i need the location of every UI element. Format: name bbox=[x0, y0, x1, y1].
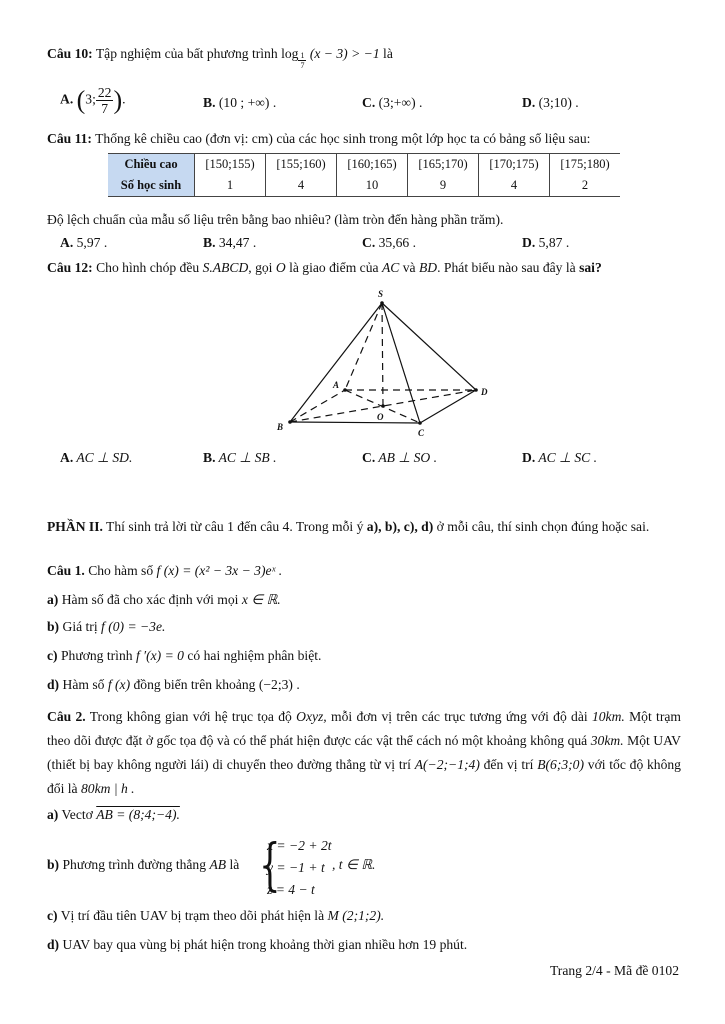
edge-sa bbox=[345, 303, 382, 390]
q11-label: Câu 11: bbox=[47, 131, 92, 146]
q11-option-d: D. 5,87 . bbox=[522, 235, 570, 250]
table-cell: [170;175) bbox=[479, 154, 550, 176]
p2q1-c: c) Phương trình f ′(x) = 0 có hai nghiệm phân biệt. bbox=[47, 648, 322, 663]
p2q2-d: d) UAV bay qua vùng bị phát hiện trong khoảng thời gian nhiều hơn 19 phút. bbox=[47, 937, 468, 952]
table-cell: 4 bbox=[266, 175, 337, 197]
table-cell: [150;155) bbox=[195, 154, 266, 176]
q12-label: Câu 12: bbox=[47, 260, 93, 275]
q11-stem: Câu 11: Thống kê chiều cao (đơn vị: cm) của các học sinh trong một lớp học ta có bảng số liệu sau: bbox=[47, 131, 591, 146]
pyramid-figure bbox=[270, 285, 500, 440]
table-cell: 4 bbox=[479, 175, 550, 197]
q11-option-b: B. 34,47 . bbox=[203, 235, 257, 250]
vertex-label-b: B bbox=[277, 422, 284, 432]
p2q1-stem: Câu 1. Cho hàm số f (x) = (x² − 3x − 3)eˣ . bbox=[47, 563, 283, 578]
system-brace: { bbox=[259, 833, 281, 898]
vertex-label-a: A bbox=[333, 380, 340, 390]
page-footer: Trang 2/4 - Mã đề 0102 bbox=[549, 963, 679, 978]
vertex-label-s: S bbox=[378, 289, 384, 299]
vertex-label-c: C bbox=[418, 428, 425, 438]
q11-question: Độ lệch chuẩn của mẫu số liệu trên bằng bao nhiêu? (làm tròn đến hàng phần trăm). bbox=[47, 212, 504, 227]
q10-stem: Câu 10: Tập nghiệm của bất phương trình log $\frac{1}{7}$ (x − 3) > −1 là bbox=[47, 46, 393, 70]
log-base: $\frac{1}{7}$ bbox=[300, 51, 305, 70]
table-cell: [175;180) bbox=[550, 154, 621, 176]
q11-option-a: A. 5,97 . bbox=[60, 235, 108, 250]
table-row bbox=[108, 154, 620, 176]
table-cell: 10 bbox=[337, 175, 408, 197]
line-system: x = −2 + 2t y = −1 + t z = 4 − t bbox=[267, 838, 332, 897]
q12-option-b: B. AC ⊥ SB . bbox=[203, 450, 277, 465]
p2q1-d: d) Hàm số f (x) đồng biến trên khoảng (−2;3) . bbox=[47, 677, 300, 692]
table-cell: 2 bbox=[550, 175, 621, 197]
edge-bc bbox=[290, 422, 420, 423]
table-cell: 9 bbox=[408, 175, 479, 197]
q12-option-a: A. AC ⊥ SD. bbox=[60, 450, 133, 465]
q12-stem: Câu 12: Cho hình chóp đều S.ABCD, gọi O là giao điểm của AC và BD. Phát biểu nào sau đây là sai? bbox=[47, 260, 602, 275]
q10-option-c: C. (3;+∞) . bbox=[362, 95, 423, 110]
p2q2-c: c) Vị trí đầu tiên UAV bị trạm theo dõi phát hiện là M (2;1;2). bbox=[47, 908, 385, 923]
q12-option-d: D. AC ⊥ SC . bbox=[522, 450, 598, 465]
p2q1-a: a) Hàm số đã cho xác định với mọi x ∈ ℝ. bbox=[47, 592, 281, 607]
table-header-count: Số học sinh bbox=[108, 175, 195, 197]
q10-label: Câu 10: bbox=[47, 46, 93, 61]
edge-sb bbox=[290, 303, 382, 422]
height-stats-table bbox=[108, 153, 620, 197]
q10-option-a: A. (3; $\frac{22}{7}$ ). bbox=[60, 85, 126, 116]
table-cell: [160;165) bbox=[337, 154, 408, 176]
q10-option-b: B. (10 ; +∞) . bbox=[203, 95, 277, 110]
system-param: , t ∈ ℝ. bbox=[332, 857, 376, 872]
table-row bbox=[108, 175, 620, 197]
table-cell: 1 bbox=[195, 175, 266, 197]
p2q1-b: b) Giá trị f (0) = −3e. bbox=[47, 619, 166, 634]
vertex-label-d: D bbox=[481, 387, 488, 397]
part2-intro: PHẦN II. Thí sinh trả lời từ câu 1 đến câu 4. Trong mỗi ý a), b), c), d) ở mỗi câu, thí sinh chọn đúng hoặc sai. bbox=[47, 519, 650, 534]
table-cell: [155;160) bbox=[266, 154, 337, 176]
p2q2-a: a) Vectơ AB = (8;4;−4). bbox=[47, 807, 180, 822]
q10-option-d: D. (3;10) . bbox=[522, 95, 579, 110]
table-cell: [165;170) bbox=[408, 154, 479, 176]
fraction-22-7: $\frac{22}{7}$ bbox=[97, 85, 112, 116]
p2q2-b: b) Phương trình đường thẳng AB là bbox=[47, 857, 240, 872]
q11-option-c: C. 35,66 . bbox=[362, 235, 417, 250]
p2q2-stem: Câu 2. Trong không gian với hệ trục tọa độ Oxyz, mỗi đơn vị trên các trục tương ứng với độ dài 10km. Một trạm theo dõi được đặt ở gốc tọa độ và có thể phát hiện được các vật thể cách nó một khoảng không quá 30km. Một UAV (thiết bị bay không người lái) di chuyển theo đường thẳng từ vị trí A(−2;−1;4) đến vị trí B(6;3;0) với tốc độ không đổi là 80km | h . bbox=[47, 709, 682, 796]
table-header-height: Chiều cao bbox=[108, 154, 195, 176]
vertex-label-o: O bbox=[377, 412, 384, 422]
q12-option-c: C. AB ⊥ SO . bbox=[362, 450, 438, 465]
